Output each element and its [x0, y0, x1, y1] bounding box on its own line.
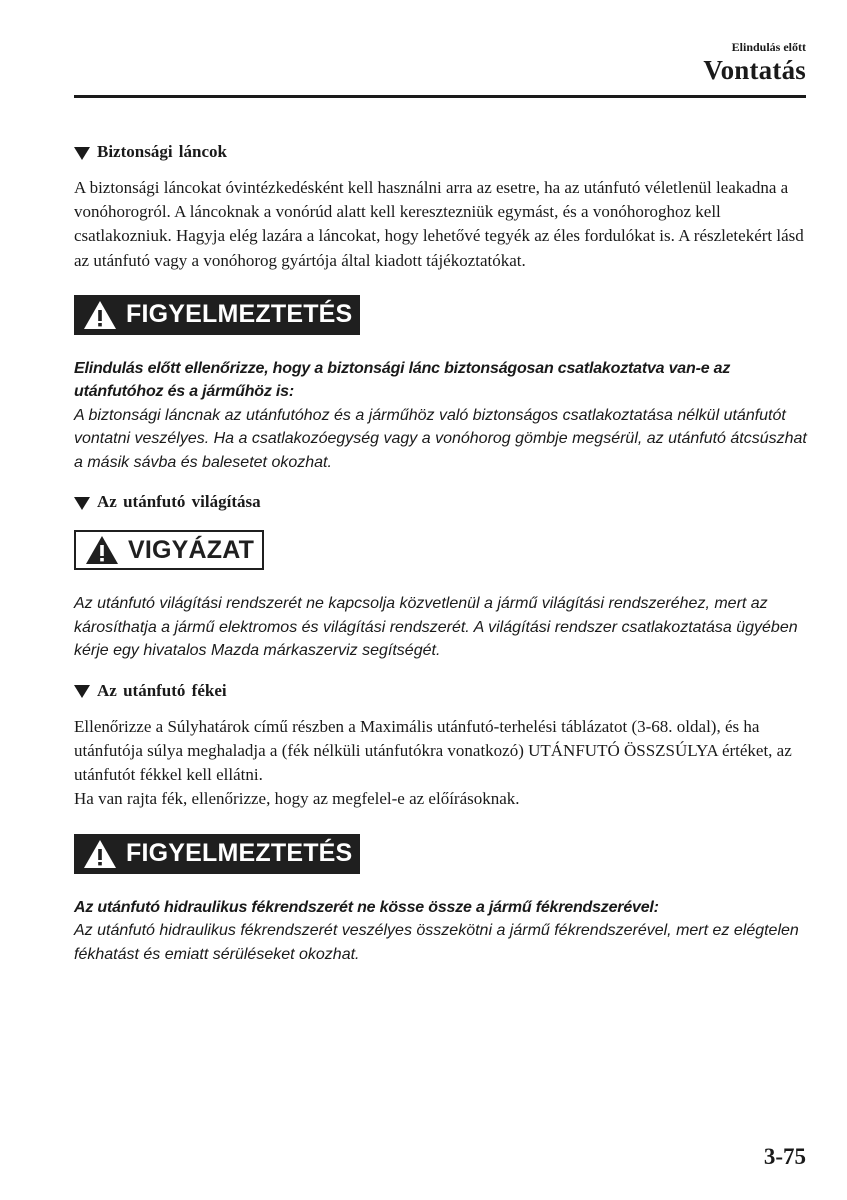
section-heading-label: Az utánfutó fékei [97, 680, 227, 700]
main-content [74, 142, 810, 984]
warning-text-block [74, 357, 810, 475]
page-title: Vontatás [703, 55, 806, 85]
warning-text: A biztonsági láncnak az utánfutóhoz és a járműhöz való biztonságos csatlakoztatása nélkül utánfutót vontatni veszélyes. Ha a csatlakozóegység vagy a vonóhorog gömbje megsérül, az utánfutó átcsúszhat a másik sávba és balesetet okozhat. [74, 406, 807, 471]
header-divider [74, 95, 806, 98]
caution-text-block [74, 592, 810, 663]
caution-banner [74, 530, 264, 570]
caution-triangle-icon [84, 534, 120, 566]
chains-paragraph [74, 176, 810, 273]
page-number: 3-75 [763, 1144, 806, 1169]
brakes-body-2: Ha van rajta fék, ellenőrizze, hogy az megfelel-e az előírásoknak. [74, 789, 520, 809]
warning-lead: Elindulás előtt ellenőrizze, hogy a biztonsági lánc biztonságosan csatlakoztatva van-e az utánfutóhoz és a járműhöz is: [74, 359, 731, 401]
warning-text: Az utánfutó hidraulikus fékrendszerét veszélyes összekötni a jármű fékrendszerével, mert ez elégtelen fékhatást és emiatt sérüléseket okozhat. [74, 922, 799, 963]
header-section-title: Elindulás előtt [731, 40, 806, 54]
section-heading-chains [74, 142, 810, 162]
chains-body: A biztonsági láncokat óvintézkedésként kell használni arra az esetre, ha az utánfutó véletlenül leakadna a vonóhorogról. A láncoknak a vonórúd alatt kell keresztezniük egymást, és a vonóhoroghoz kell csatlakozniuk. Hagyja elég lazára a láncokat, hogy lehetővé tegyék az éles fordulókat is. A részletekért lásd az utánfutó vagy a vonóhorog gyártója által kiadott tájékoztatókat. [74, 178, 804, 270]
section-heading-label: Az utánfutó világítása [97, 492, 261, 512]
section-heading-brakes [74, 681, 810, 701]
brakes-paragraph [74, 715, 810, 812]
warning-triangle-icon [82, 838, 118, 870]
section-heading-label: Biztonsági láncok [97, 142, 227, 161]
caution-label: VIGYÁZAT [128, 535, 255, 564]
warning-text-block [74, 896, 810, 967]
warning-label: FIGYELMEZTETÉS [126, 839, 353, 868]
caution-text: Az utánfutó világítási rendszerét ne kapcsolja közvetlenül a jármű világítási rendszeréhez, mert az károsíthatja a jármű elektromos és világítási rendszerét. A világítási rendszer csatlakoztatása ügyében kérje egy hivatalos Mazda márkaszerviz segítségét. [74, 595, 798, 660]
brakes-body: Ellenőrizze a Súlyhatárok című részben a Maximális utánfutó-terhelési táblázatot (3-68. oldal), és ha utánfutója súlya meghaladja a (fék nélküli utánfutókra vonatkozó) UTÁNFUTÓ ÖSSZSÚLYA értéket, az utánfutót fékkel kell ellátni. [74, 716, 792, 785]
warning-triangle-icon [82, 299, 118, 331]
warning-banner [74, 295, 360, 335]
warning-label: FIGYELMEZTETÉS [126, 300, 353, 329]
triangle-down-icon [74, 497, 90, 510]
section-heading-lighting [74, 492, 810, 512]
warning-banner [74, 834, 360, 874]
warning-lead: Az utánfutó hidraulikus fékrendszerét ne kösse össze a jármű fékrendszerével: [74, 898, 659, 916]
triangle-down-icon [74, 685, 90, 698]
triangle-down-icon [74, 147, 90, 160]
